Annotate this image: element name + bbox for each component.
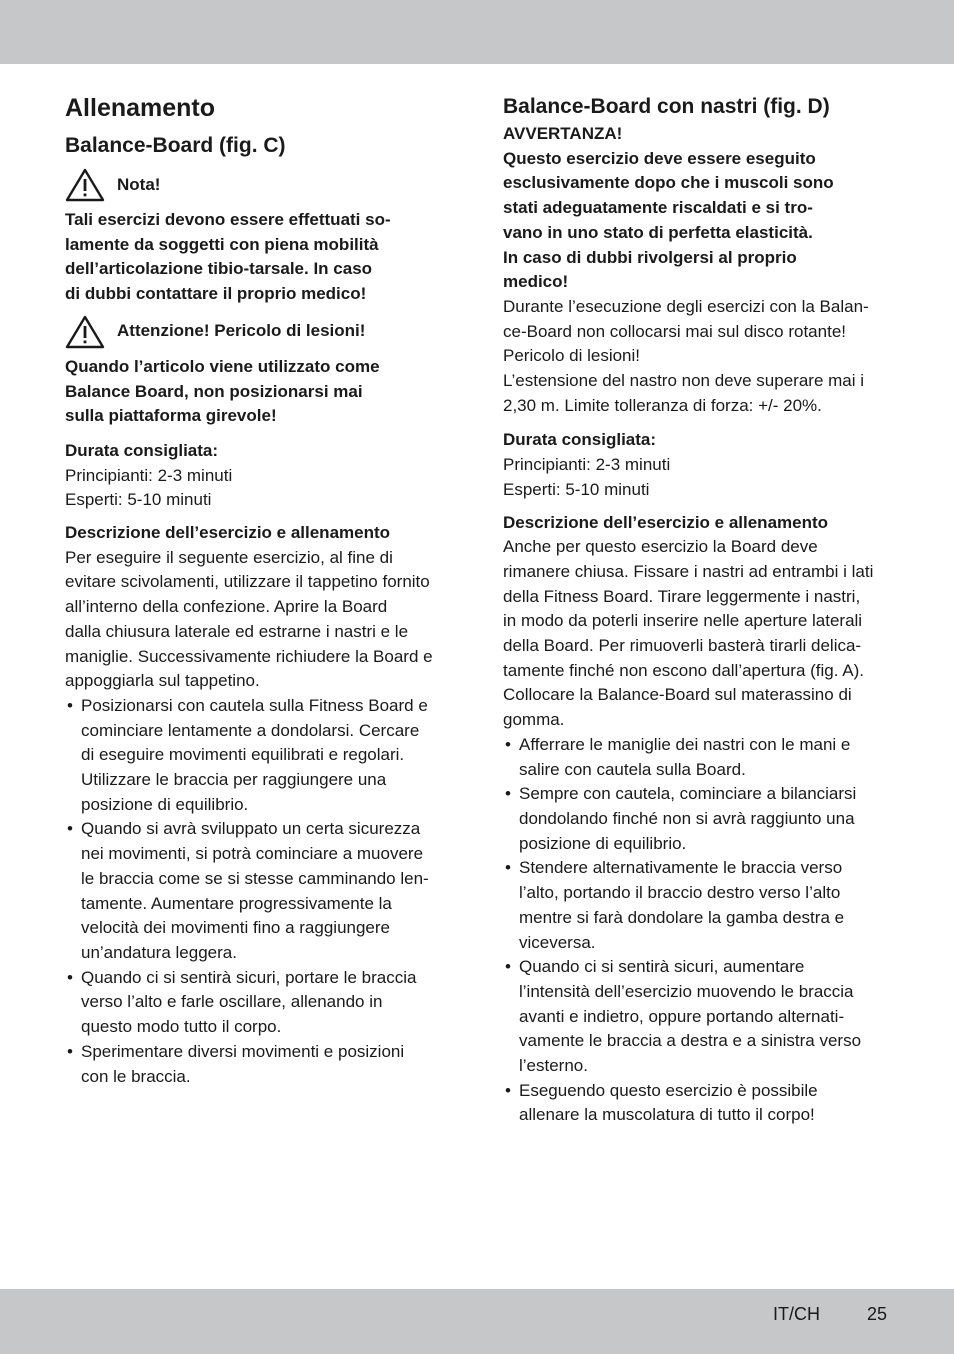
list-item: • Sempre con cautela, cominciare a bilanciarsi dondolando finché non si avrà raggiunto una posizione di equilibrio. <box>503 782 895 856</box>
list-item: • Quando si avrà sviluppato un certa sicurezza nei movimenti, si potrà cominciare a muovere le braccia come se si stesse camminando len- tamente. Aumentare progressivamente la velocità dei movimenti fino a raggiungere un’andatura leggera. <box>65 817 455 965</box>
list-item: • Posizionarsi con cautela sulla Fitness Board e cominciare lentamente a dondolarsi. Cercare di eseguire movimenti equilibrati e regolari. Utilizzare le braccia per raggiungere una posizione di equilibrio. <box>65 694 455 818</box>
description-heading: Descrizione dell’esercizio e allenamento <box>503 512 829 532</box>
danger-callout <box>65 315 455 349</box>
intro-text: Durante l’esecuzione degli esercizi con la Balan- ce-Board non collocarsi mai sul disco rotante! Pericolo di lesioni! L’estensione del nastro non deve superare mai i 2,30 m. Limite tolleranza di forza: +/- 20%. <box>503 296 869 415</box>
list-item: • Quando ci si sentirà sicuri, aumentare l’intensità dell’esercizio muovendo le braccia avanti e indietro, oppure portando alternati- vamente le braccia a destra e a sinistra verso l’esterno. <box>503 955 895 1079</box>
subsection-title-balance-board: Balance-Board (fig. C) <box>65 134 286 157</box>
warning-triangle-icon <box>65 315 105 349</box>
description-text: Per eseguire il seguente esercizio, al fine di evitare scivolamenti, utilizzare il tappetino fornito all’interno della confezione. Aprire la Board dalla chiusura laterale ed estrarne i nastri e le maniglie. Successivamente richiudere la Board e appoggiarla sul tappetino. <box>65 547 433 691</box>
exercise-steps-list <box>65 694 455 1089</box>
duration-text: Principianti: 2-3 minuti Esperti: 5-10 minuti <box>503 455 671 499</box>
note-label: Nota! <box>117 174 161 194</box>
exercise-steps-list <box>503 733 895 1128</box>
right-column <box>503 92 895 1128</box>
subsection-title-balance-board-nastri: Balance-Board con nastri (fig. D) <box>503 95 830 118</box>
section-title: Allenamento <box>65 94 216 122</box>
list-item: • Afferrare le maniglie dei nastri con le mani e salire con cautela sulla Board. <box>503 733 895 782</box>
danger-label: Attenzione! Pericolo di lesioni! <box>117 321 366 341</box>
list-item: • Stendere alternativamente le braccia verso l’alto, portando il braccio destro verso l’alto mentre si farà dondolare la gamba destra e viceversa. <box>503 856 895 955</box>
danger-text: Quando l’articolo viene utilizzato come Balance Board, non posizionarsi mai sulla piattaforma girevole! <box>65 356 380 426</box>
note-text: Tali esercizi devono essere effettuati so- lamente da soggetti con piena mobilità dell’articolazione tibio-tarsale. In caso di dubbi contattare il proprio medico! <box>65 210 391 304</box>
description-text: Anche per questo esercizio la Board deve rimanere chiusa. Fissare i nastri ad entrambi i lati della Fitness Board. Tirare leggermente i nastri, in modo da poterli inserire nelle aperture laterali della Board. Per rimuoverli basterà tirarli delica- tamente finché non escono dall’apertura (fig. A). Collocare la Balance-Board sul materassino di gomma. <box>503 537 874 730</box>
duration-text: Principianti: 2-3 minuti Esperti: 5-10 minuti <box>65 465 233 510</box>
warning-text: AVVERTANZA! Questo esercizio deve essere eseguito esclusivamente dopo che i muscoli sono stati adeguatamente riscaldati e si tro- vano in uno stato di perfetta elasticità. In caso di dubbi rivolgersi al proprio medico! <box>503 124 834 292</box>
list-item: • Eseguendo questo esercizio è possibile allenare la muscolatura di tutto il corpo! <box>503 1079 895 1128</box>
duration-heading: Durata consigliata: <box>65 440 219 460</box>
warning-triangle-icon <box>65 168 105 202</box>
header-bar <box>0 0 954 64</box>
note-callout <box>65 168 455 202</box>
footer-language: IT/CH <box>773 1304 820 1324</box>
left-column <box>65 92 455 1089</box>
list-item: • Quando ci si sentirà sicuri, portare le braccia verso l’alto e farle oscillare, allenando in questo modo tutto il corpo. <box>65 966 455 1040</box>
list-item: • Sperimentare diversi movimenti e posizioni con le braccia. <box>65 1040 455 1089</box>
description-heading: Descrizione dell’esercizio e allenamento <box>65 523 391 543</box>
duration-heading: Durata consigliata: <box>503 430 657 450</box>
page-number: 25 <box>867 1304 888 1324</box>
